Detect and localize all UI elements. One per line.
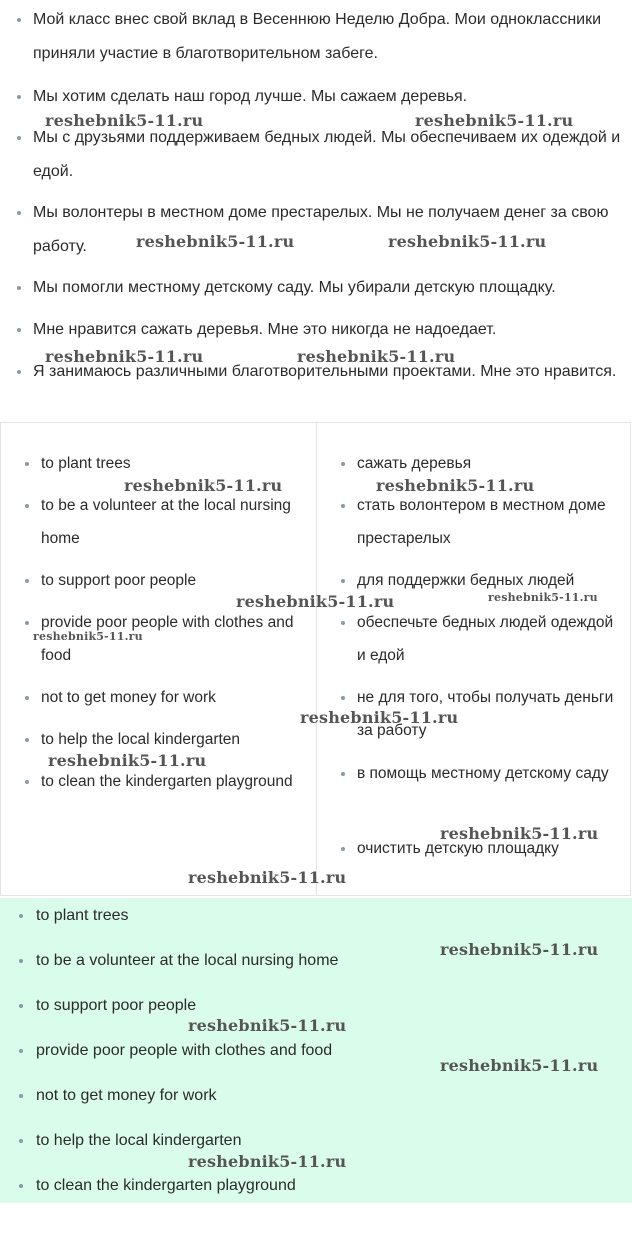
list-item: Мы с друзьями поддерживаем бедных людей. Мы обеспечиваем их одеждой и едой.	[33, 121, 623, 189]
list-item: Мы волонтеры в местном доме престарелых. Мы не получаем денег за свою работу.	[33, 196, 623, 264]
watermark: reshebnik5-11.ru	[297, 347, 456, 366]
watermark: reshebnik5-11.ru	[376, 476, 535, 495]
table-cell-english: to plant trees	[41, 447, 301, 480]
list-item: not to get money for work	[36, 1079, 596, 1113]
table-cell-russian: в помощь местному детскому саду	[357, 757, 617, 790]
table-cell-english: to help the local kindergarten	[41, 723, 301, 756]
watermark: reshebnik5-11.ru	[45, 347, 204, 366]
watermark: reshebnik5-11.ru	[48, 751, 207, 770]
table-cell-russian: не для того, чтобы получать деньги за работу	[357, 681, 617, 747]
watermark: reshebnik5-11.ru	[136, 232, 295, 251]
list-item: Мы хотим сделать наш город лучше. Мы сажаем деревья.	[33, 80, 623, 114]
table-cell-russian: стать волонтером в местном доме престарелых	[357, 489, 617, 555]
list-item: to clean the kindergarten playground	[36, 1169, 596, 1203]
column-divider	[316, 423, 317, 895]
watermark: reshebnik5-11.ru	[440, 1056, 599, 1075]
watermark: reshebnik5-11.ru	[440, 824, 599, 843]
table-cell-russian: очистить детскую площадку	[357, 832, 617, 865]
watermark: reshebnik5-11.ru	[236, 592, 395, 611]
table-cell-english: not to get money for work	[41, 681, 301, 714]
table-cell-english: to be a volunteer at the local nursing home	[41, 489, 301, 555]
table-cell-russian: обеспечьте бедных людей одеждой и едой	[357, 606, 617, 672]
table-cell-english: provide poor people with clothes and food	[41, 606, 301, 672]
list-item: Мне нравится сажать деревья. Мне это никогда не надоедает.	[33, 313, 623, 347]
watermark: reshebnik5-11.ru	[300, 708, 459, 727]
list-item: to support poor people	[36, 989, 596, 1023]
watermark: reshebnik5-11.ru	[488, 591, 598, 604]
watermark: reshebnik5-11.ru	[415, 111, 574, 130]
table-cell-russian: сажать деревья	[357, 447, 617, 480]
watermark: reshebnik5-11.ru	[188, 1152, 347, 1171]
watermark: reshebnik5-11.ru	[33, 630, 143, 643]
list-item: Я занимаюсь различными благотворительными проектами. Мне это нравится.	[33, 355, 623, 389]
list-item: Мой класс внес свой вклад в Весеннюю Неделю Добра. Мои одноклассники приняли участие в благотворительном забеге.	[33, 3, 623, 71]
watermark: reshebnik5-11.ru	[188, 868, 347, 887]
watermark: reshebnik5-11.ru	[440, 940, 599, 959]
watermark: reshebnik5-11.ru	[188, 1016, 347, 1035]
list-item: Мы помогли местному детскому саду. Мы убирали детскую площадку.	[33, 271, 623, 305]
watermark: reshebnik5-11.ru	[388, 232, 547, 251]
watermark: reshebnik5-11.ru	[45, 111, 204, 130]
list-item: to help the local kindergarten	[36, 1124, 596, 1158]
table-cell-english: to clean the kindergarten playground	[41, 765, 301, 798]
list-item: to be a volunteer at the local nursing home	[36, 944, 596, 978]
watermark: reshebnik5-11.ru	[124, 476, 283, 495]
list-item: to plant trees	[36, 899, 596, 933]
list-item: provide poor people with clothes and food	[36, 1034, 596, 1068]
table-cell-english: to support poor people	[41, 564, 301, 597]
table-cell-russian: для поддержки бедных людей	[357, 564, 617, 597]
